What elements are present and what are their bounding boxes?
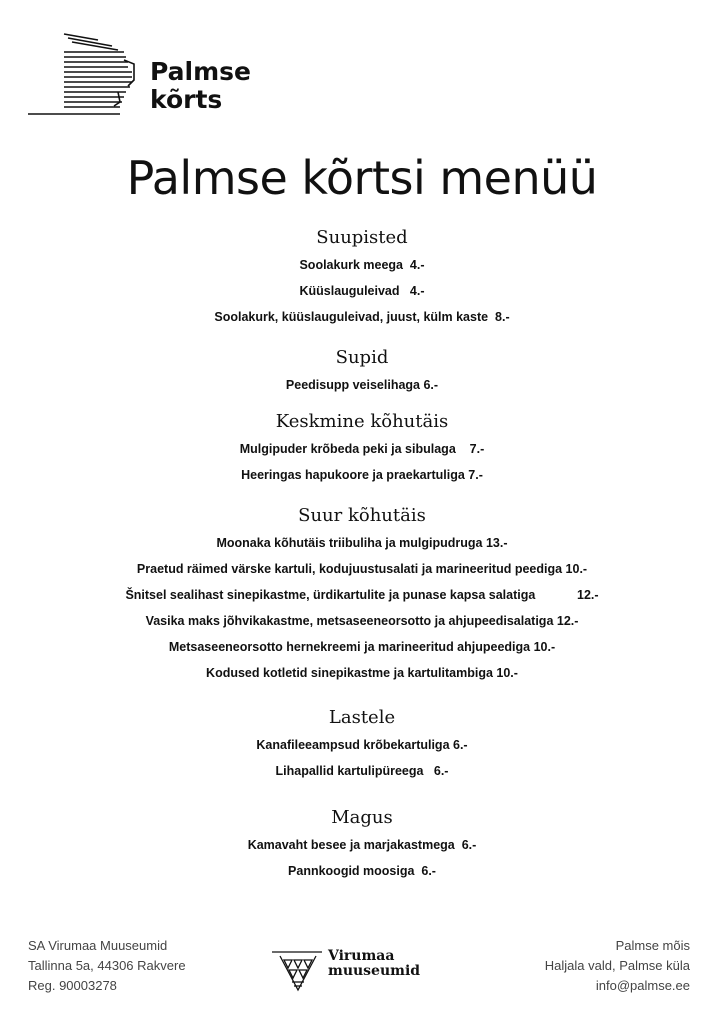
footer-venue: Palmse mõis bbox=[615, 938, 690, 953]
footer-address: Tallinna 5a, 44306 Rakvere bbox=[28, 958, 186, 973]
menu-item: Lihapallid kartulipüreega 6.- bbox=[275, 764, 449, 778]
footer-right bbox=[545, 936, 690, 996]
menu-item: Praetud räimed värske kartuli, kodujuustusalati ja marineeritud peediga 10.- bbox=[136, 562, 588, 576]
menu-section-kids bbox=[0, 704, 724, 784]
menu-item: Soolakurk, küüslauguleivad, juust, külm kaste 8.- bbox=[214, 310, 510, 324]
menu-item: Moonaka kõhutäis triibuliha ja mulgipudruga 13.- bbox=[216, 536, 508, 550]
virumaa-logo-text bbox=[328, 949, 420, 979]
menu-item: Küüslauguleivad 4.- bbox=[299, 284, 425, 298]
menu-section-snacks bbox=[0, 224, 724, 330]
menu bbox=[0, 224, 724, 884]
vm-line-2: muuseumid bbox=[328, 963, 421, 979]
menu-section-soups bbox=[0, 344, 724, 398]
menu-section-large bbox=[0, 502, 724, 686]
menu-item: Heeringas hapukoore ja praekartuliga 7.- bbox=[241, 468, 483, 482]
footer-location: Haljala vald, Palmse küla bbox=[544, 958, 690, 973]
page-title: Palmse kõrtsi menüü bbox=[126, 151, 598, 205]
palmse-logo-icon bbox=[28, 30, 148, 120]
section-title: Keskmine kõhutäis bbox=[275, 411, 449, 432]
menu-item: Peedisupp veiselihaga 6.- bbox=[285, 378, 439, 392]
menu-item: Pannkoogid moosiga 6.- bbox=[288, 864, 436, 878]
menu-item: Kodused kotletid sinepikastme ja kartulitambiga 10.- bbox=[206, 666, 518, 680]
menu-item: Metsaseeneorsotto hernekreemi ja marineeritud ahjupeediga 10.- bbox=[168, 640, 556, 654]
section-title: Suupisted bbox=[316, 227, 408, 248]
menu-item: Šnitsel sealihast sinepikastme, ürdikartulite ja punase kapsa salatiga 12.- bbox=[125, 588, 599, 602]
virumaa-logo-icon bbox=[272, 946, 324, 996]
menu-item: Soolakurk meega 4.- bbox=[299, 258, 425, 272]
menu-item: Vasika maks jõhvikakastme, metsaseeneorsotto ja ahjupeedisalatiga 12.- bbox=[145, 614, 579, 628]
virumaa-muuseumid-logo bbox=[272, 946, 442, 996]
section-title: Lastele bbox=[328, 707, 396, 728]
footer-left bbox=[28, 936, 186, 996]
section-title: Magus bbox=[331, 807, 393, 828]
logo-line-2: kõrts bbox=[150, 85, 223, 114]
menu-item: Kamavaht besee ja marjakastmega 6.- bbox=[247, 838, 477, 852]
footer-email: info@palmse.ee bbox=[595, 978, 690, 993]
section-title: Supid bbox=[335, 347, 389, 368]
menu-section-medium bbox=[0, 408, 724, 488]
footer-reg: Reg. 90003278 bbox=[28, 978, 117, 993]
palmse-logo bbox=[28, 30, 278, 120]
footer-org: SA Virumaa Muuseumid bbox=[28, 938, 168, 953]
menu-section-dessert bbox=[0, 804, 724, 884]
logo-line-1: Palmse bbox=[150, 57, 251, 86]
menu-item: Kanafileeampsud krõbekartuliga 6.- bbox=[256, 738, 468, 752]
palmse-logo-text bbox=[150, 58, 251, 114]
vm-line-1: Virumaa bbox=[328, 948, 395, 964]
menu-item: Mulgipuder krõbeda peki ja sibulaga 7.- bbox=[239, 442, 485, 456]
section-title: Suur kõhutäis bbox=[298, 505, 426, 526]
